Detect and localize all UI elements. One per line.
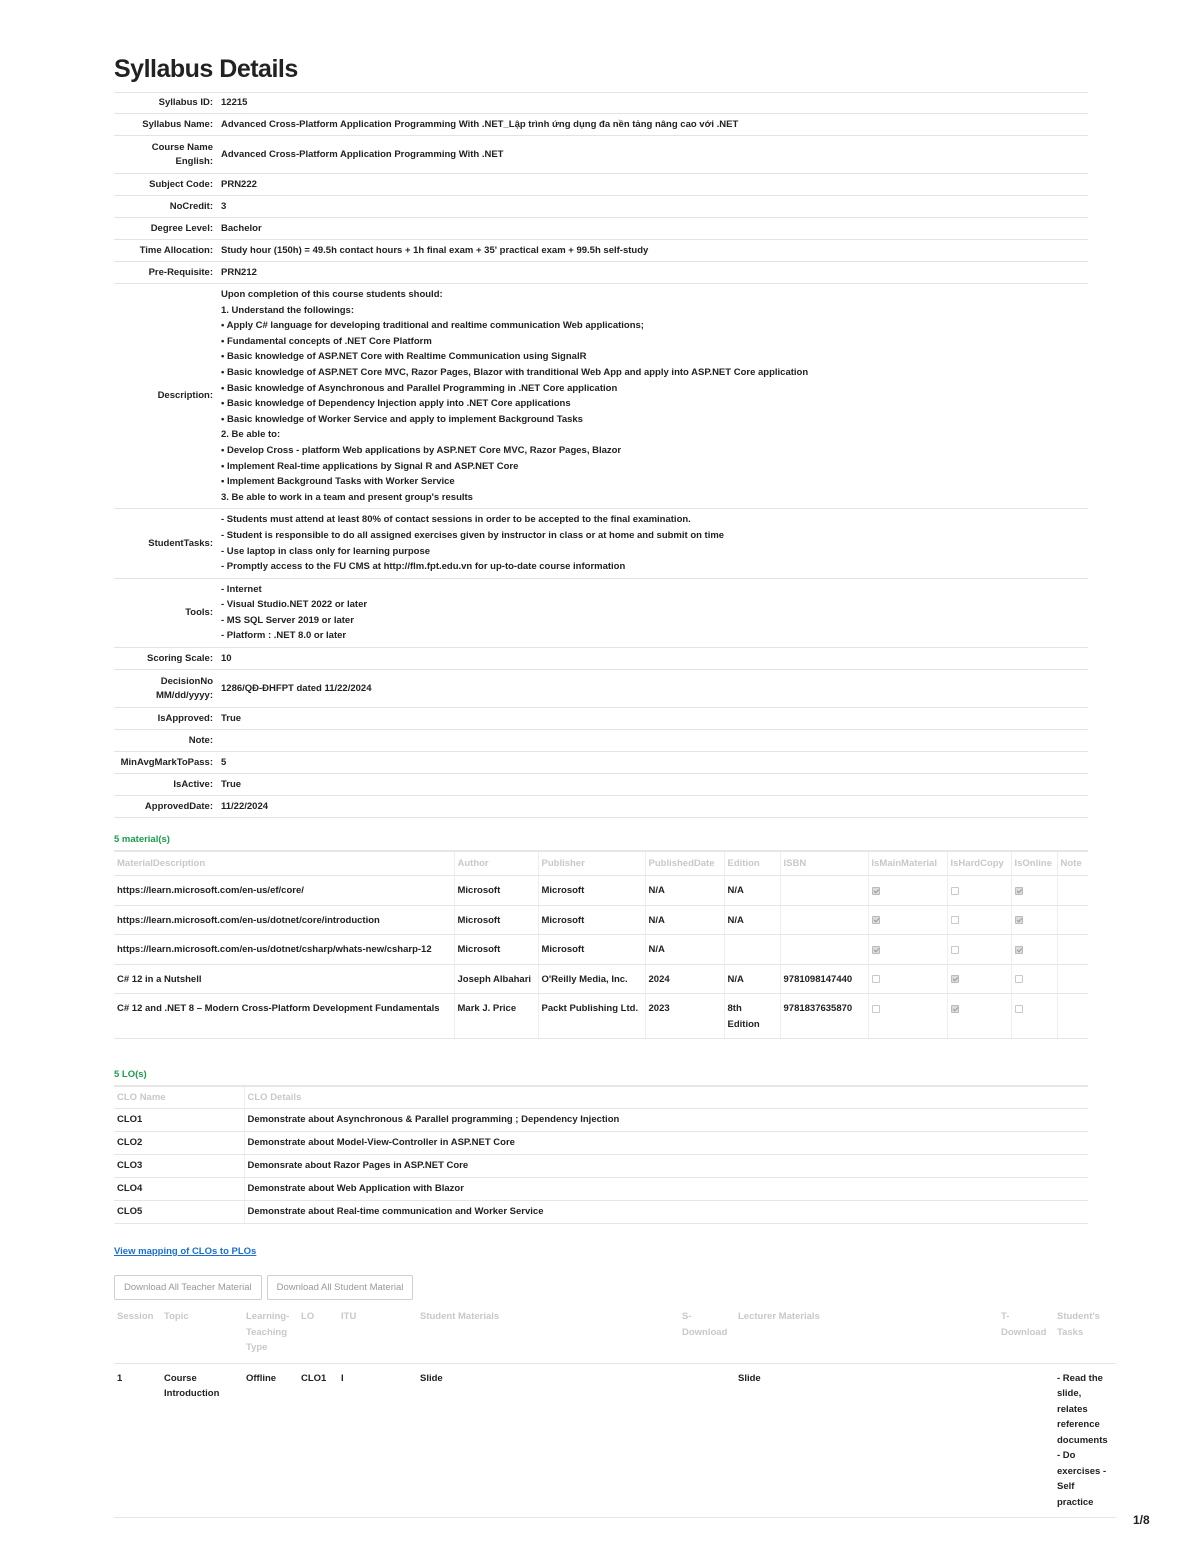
download-student-material-button[interactable]: Download All Student Material — [267, 1275, 414, 1300]
material-edition: N/A — [724, 876, 780, 906]
materials-heading: 5 material(s) — [114, 834, 170, 846]
material-row — [114, 935, 1088, 965]
material-publisher: O'Reilly Media, Inc. — [538, 964, 645, 994]
checkbox-icon[interactable] — [951, 975, 959, 983]
detail-row — [114, 708, 1088, 730]
detail-label: ApprovedDate: — [114, 796, 218, 818]
detail-row — [114, 752, 1088, 774]
description-line: • Basic knowledge of ASP.NET Core with Realtime Communication using SignalR — [221, 351, 587, 363]
description-line: • Basic knowledge of ASP.NET Core MVC, Razor Pages, Blazor with tranditional Web App and apply into ASP.NET Core application — [221, 366, 809, 378]
col-header[interactable]: Author — [454, 851, 538, 876]
tool-line: - Internet — [221, 583, 262, 595]
detail-value: Bachelor — [218, 218, 1088, 240]
clo-table — [114, 1085, 1088, 1224]
material-author: Microsoft — [454, 876, 538, 906]
tool-line: - Visual Studio.NET 2022 or later — [221, 599, 368, 611]
col-header[interactable]: IsMainMaterial — [868, 851, 947, 876]
material-row — [114, 905, 1088, 935]
material-hard-cell — [947, 876, 1011, 906]
material-desc[interactable]: C# 12 in a Nutshell — [114, 964, 454, 994]
material-row — [114, 876, 1088, 906]
download-buttons — [114, 1275, 1114, 1300]
detail-value: True — [218, 708, 1088, 730]
detail-label: Scoring Scale: — [114, 648, 218, 670]
description-line: • Implement Real-time applications by Signal R and ASP.NET Core — [221, 460, 519, 472]
session-row — [114, 1363, 1116, 1518]
detail-value: PRN212 — [218, 262, 1088, 284]
detail-value: 11/22/2024 — [218, 796, 1088, 818]
material-desc[interactable]: https://learn.microsoft.com/en-us/dotnet/csharp/whats-new/csharp-12 — [114, 935, 454, 965]
clo-row — [114, 1201, 1088, 1224]
syllabus-details-table — [114, 92, 1088, 818]
checkbox-icon[interactable] — [872, 975, 880, 983]
material-publisher: Microsoft — [538, 935, 645, 965]
detail-row — [114, 114, 1088, 136]
col-header[interactable]: CLO Details — [244, 1086, 1088, 1109]
clo-row — [114, 1178, 1088, 1201]
detail-label: Time Allocation: — [114, 240, 218, 262]
clo-name: CLO1 — [114, 1109, 244, 1132]
col-header[interactable]: Student's Tasks — [1054, 1302, 1116, 1363]
detail-label: Syllabus Name: — [114, 114, 218, 136]
detail-label: DecisionNo MM/dd/yyyy: — [114, 670, 218, 708]
material-hard-cell — [947, 994, 1011, 1039]
material-edition: N/A — [724, 905, 780, 935]
col-header[interactable]: T-Download — [998, 1302, 1054, 1363]
material-online-cell — [1011, 876, 1057, 906]
material-main-cell — [868, 905, 947, 935]
detail-row — [114, 262, 1088, 284]
clo-row — [114, 1109, 1088, 1132]
detail-label: NoCredit: — [114, 196, 218, 218]
description-line: 3. Be able to work in a team and present group's results — [221, 491, 473, 503]
material-desc[interactable]: C# 12 and .NET 8 – Modern Cross-Platform Development Fundamentals — [114, 994, 454, 1039]
material-note — [1057, 935, 1088, 965]
clo-details: Demonstrate about Real-time communication and Worker Service — [244, 1201, 1088, 1224]
detail-label: IsApproved: — [114, 708, 218, 730]
material-main-cell — [868, 935, 947, 965]
detail-value: Study hour (150h) = 49.5h contact hours + 1h final exam + 35' practical exam + 99.5h self-study — [218, 240, 1088, 262]
col-header[interactable]: IsOnline — [1011, 851, 1057, 876]
detail-value: 12215 — [218, 93, 1088, 114]
material-published: 2024 — [645, 964, 724, 994]
material-note — [1057, 876, 1088, 906]
detail-label: Tools: — [114, 578, 218, 647]
material-note — [1057, 994, 1088, 1039]
col-header[interactable]: Learning-Teaching Type — [243, 1302, 298, 1363]
description-line: • Basic knowledge of Worker Service and apply to implement Background Tasks — [221, 413, 583, 425]
material-edition: 8th Edition — [724, 994, 780, 1039]
col-header[interactable]: CLO Name — [114, 1086, 244, 1109]
detail-row — [114, 136, 1088, 174]
detail-value: 1286/QĐ-ĐHFPT dated 11/22/2024 — [218, 670, 1088, 708]
description-line: • Basic knowledge of Dependency Injection apply into .NET Core applications — [221, 398, 571, 410]
material-hard-cell — [947, 935, 1011, 965]
col-header[interactable]: Lecturer Materials — [735, 1302, 998, 1363]
col-header[interactable]: Topic — [161, 1302, 243, 1363]
material-published: 2023 — [645, 994, 724, 1039]
description-line: Upon completion of this course students should: — [221, 289, 443, 300]
material-author: Mark J. Price — [454, 994, 538, 1039]
material-isbn: 9781837635870 — [780, 994, 868, 1039]
task-line: - Promptly access to the FU CMS at http://flm.fpt.edu.vn for up-to-date course information — [221, 561, 626, 573]
description-line: 1. Understand the followings: — [221, 304, 355, 316]
detail-label: Syllabus ID: — [114, 93, 218, 114]
sessions-table — [114, 1302, 1116, 1518]
session-student-tasks: - Read the slide, relates reference documents - Do exercises - Self practice — [1054, 1363, 1116, 1518]
session-type: Offline — [243, 1363, 298, 1518]
task-line: - Student is responsible to do all assigned exercises given by instructor in class or at home and submit on time — [221, 529, 725, 541]
material-main-cell — [868, 876, 947, 906]
detail-label: Pre-Requisite: — [114, 262, 218, 284]
detail-label: Subject Code: — [114, 174, 218, 196]
material-note — [1057, 964, 1088, 994]
detail-value: True — [218, 774, 1088, 796]
material-publisher: Packt Publishing Ltd. — [538, 994, 645, 1039]
tool-line: - MS SQL Server 2019 or later — [221, 614, 354, 626]
col-header[interactable]: IsHardCopy — [947, 851, 1011, 876]
detail-value: Advanced Cross-Platform Application Programming With .NET — [218, 136, 1088, 174]
material-published: N/A — [645, 876, 724, 906]
detail-label: IsActive: — [114, 774, 218, 796]
detail-label: StudentTasks: — [114, 509, 218, 578]
detail-value: 3 — [218, 196, 1088, 218]
checkbox-icon[interactable] — [872, 887, 880, 895]
material-author: Microsoft — [454, 935, 538, 965]
detail-label: Course Name English: — [114, 136, 218, 174]
clo-details: Demonstrate about Asynchronous & Parallel programming ; Dependency Injection — [244, 1109, 1088, 1132]
tool-line: - Platform : .NET 8.0 or later — [221, 630, 347, 642]
checkbox-icon[interactable] — [872, 1005, 880, 1013]
detail-row — [114, 240, 1088, 262]
checkbox-icon[interactable] — [951, 887, 959, 895]
material-main-cell — [868, 964, 947, 994]
detail-value — [218, 730, 1088, 752]
material-isbn: 9781098147440 — [780, 964, 868, 994]
checkbox-icon[interactable] — [1015, 975, 1023, 983]
session-number: 1 — [114, 1363, 161, 1518]
view-clo-plo-mapping-link[interactable]: View mapping of CLOs to PLOs — [114, 1246, 257, 1258]
material-edition — [724, 935, 780, 965]
description-line: 2. Be able to: — [221, 429, 281, 441]
description-line: • Basic knowledge of Asynchronous and Parallel Programming in .NET Core application — [221, 382, 618, 394]
checkbox-icon[interactable] — [872, 916, 880, 924]
material-published: N/A — [645, 935, 724, 965]
materials-header-row — [114, 851, 1088, 876]
material-isbn — [780, 935, 868, 965]
material-main-cell — [868, 994, 947, 1039]
description-line: • Apply C# language for developing traditional and realtime communication Web applications; — [221, 320, 644, 332]
material-edition: N/A — [724, 964, 780, 994]
description-line: • Implement Background Tasks with Worker Service — [221, 476, 455, 488]
material-online-cell — [1011, 994, 1057, 1039]
clo-name: CLO4 — [114, 1178, 244, 1201]
description-line: • Fundamental concepts of .NET Core Platform — [221, 335, 432, 347]
material-desc[interactable]: https://learn.microsoft.com/en-us/dotnet/core/introduction — [114, 905, 454, 935]
detail-row — [114, 93, 1088, 114]
session-lo: CLO1 — [298, 1363, 338, 1518]
detail-row — [114, 774, 1088, 796]
tools-value — [218, 578, 1088, 647]
material-author: Joseph Albahari — [454, 964, 538, 994]
material-online-cell — [1011, 964, 1057, 994]
page-number: 1/8 — [1133, 1513, 1150, 1527]
clo-details: Demonsrate about Razor Pages in ASP.NET Core — [244, 1155, 1088, 1178]
session-t-download[interactable] — [998, 1363, 1054, 1518]
material-published: N/A — [645, 905, 724, 935]
checkbox-icon[interactable] — [1015, 946, 1023, 954]
clo-name: CLO2 — [114, 1132, 244, 1155]
col-header[interactable]: Publisher — [538, 851, 645, 876]
checkbox-icon[interactable] — [1015, 916, 1023, 924]
checkbox-icon[interactable] — [951, 946, 959, 954]
session-s-download[interactable] — [679, 1363, 735, 1518]
detail-row — [114, 796, 1088, 818]
clos-heading: 5 LO(s) — [114, 1069, 147, 1081]
clo-row — [114, 1132, 1088, 1155]
session-itu: I — [338, 1363, 417, 1518]
material-author: Microsoft — [454, 905, 538, 935]
session-student-materials: Slide — [417, 1363, 679, 1518]
session-lecturer-materials: Slide — [735, 1363, 998, 1518]
detail-row — [114, 284, 1088, 509]
material-isbn — [780, 905, 868, 935]
session-topic: Course Introduction — [161, 1363, 243, 1518]
clo-name: CLO5 — [114, 1201, 244, 1224]
material-row — [114, 964, 1088, 994]
detail-value: Advanced Cross-Platform Application Programming With .NET_Lập trình ứng dụng đa nền tảng nâng cao với .NET — [218, 114, 1088, 136]
col-header[interactable]: MaterialDescription — [114, 851, 454, 876]
description-value — [218, 284, 1088, 509]
checkbox-icon[interactable] — [951, 916, 959, 924]
material-desc[interactable]: https://learn.microsoft.com/en-us/ef/core/ — [114, 876, 454, 906]
detail-label: Description: — [114, 284, 218, 509]
clo-details: Demonstrate about Web Application with Blazor — [244, 1178, 1088, 1201]
detail-label: Degree Level: — [114, 218, 218, 240]
materials-body — [114, 876, 1088, 1039]
material-row — [114, 994, 1088, 1039]
detail-row — [114, 648, 1088, 670]
detail-value: PRN222 — [218, 174, 1088, 196]
detail-label: MinAvgMarkToPass: — [114, 752, 218, 774]
col-header[interactable]: Note — [1057, 851, 1088, 876]
checkbox-icon[interactable] — [1015, 887, 1023, 895]
col-header[interactable]: Edition — [724, 851, 780, 876]
col-header[interactable]: PublishedDate — [645, 851, 724, 876]
checkbox-icon[interactable] — [872, 946, 880, 954]
task-line: - Students must attend at least 80% of contact sessions in order to be accepted to the final examination. — [221, 514, 691, 526]
checkbox-icon[interactable] — [951, 1005, 959, 1013]
detail-row — [114, 509, 1088, 578]
syllabus-page — [114, 52, 1114, 1518]
description-line: • Develop Cross - platform Web applications by ASP.NET Core MVC, Razor Pages, Blazor — [221, 444, 622, 456]
col-header[interactable]: ISBN — [780, 851, 868, 876]
task-line: - Use laptop in class only for learning purpose — [221, 545, 431, 557]
detail-row — [114, 578, 1088, 647]
clo-name: CLO3 — [114, 1155, 244, 1178]
detail-row — [114, 670, 1088, 708]
detail-label: Note: — [114, 730, 218, 752]
detail-row — [114, 218, 1088, 240]
detail-value: 10 — [218, 648, 1088, 670]
material-publisher: Microsoft — [538, 905, 645, 935]
col-header[interactable]: LO — [298, 1302, 338, 1363]
material-isbn — [780, 876, 868, 906]
page-title: Syllabus Details — [114, 55, 298, 83]
student-tasks-value — [218, 509, 1088, 578]
clo-row — [114, 1155, 1088, 1178]
material-publisher: Microsoft — [538, 876, 645, 906]
detail-row — [114, 730, 1088, 752]
material-online-cell — [1011, 935, 1057, 965]
sessions-header-row — [114, 1302, 1116, 1363]
materials-table — [114, 850, 1088, 1039]
clo-header-row — [114, 1086, 1088, 1109]
detail-row — [114, 196, 1088, 218]
col-header[interactable]: Student Materials — [417, 1302, 679, 1363]
col-header[interactable]: S-Download — [679, 1302, 735, 1363]
col-header[interactable]: Session — [114, 1302, 161, 1363]
clo-details: Demonstrate about Model-View-Controller in ASP.NET Core — [244, 1132, 1088, 1155]
material-online-cell — [1011, 905, 1057, 935]
col-header[interactable]: ITU — [338, 1302, 417, 1363]
material-note — [1057, 905, 1088, 935]
detail-row — [114, 174, 1088, 196]
detail-value: 5 — [218, 752, 1088, 774]
material-hard-cell — [947, 905, 1011, 935]
checkbox-icon[interactable] — [1015, 1005, 1023, 1013]
material-hard-cell — [947, 964, 1011, 994]
download-teacher-material-button[interactable]: Download All Teacher Material — [114, 1275, 262, 1300]
